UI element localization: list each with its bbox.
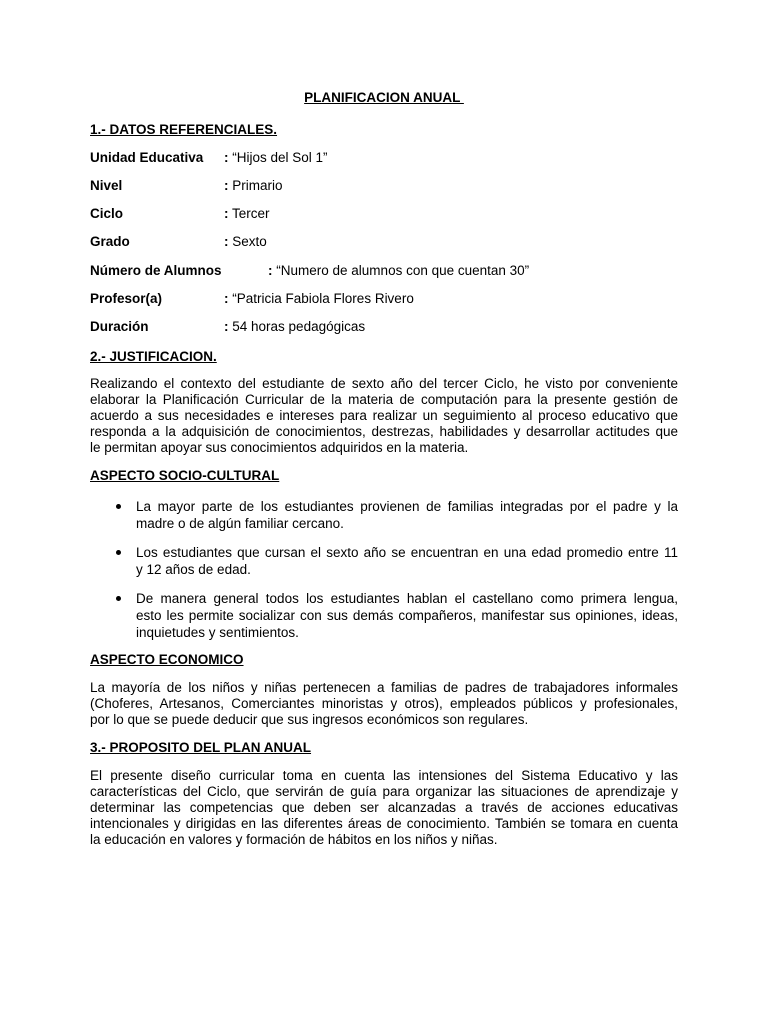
datos-value: “Patricia Fabiola Flores Rivero [232, 291, 414, 306]
datos-label: Ciclo [90, 206, 124, 221]
paragraph-line: la educación en valores y formación de hábitos en los niños y niñas. [90, 832, 498, 847]
paragraph-line: (Choferes, Artesanos, Comerciantes minoristas y otros), empleados públicos y profesionales, [90, 696, 678, 711]
document-title: PLANIFICACION ANUAL [304, 90, 464, 105]
datos-value-group [224, 150, 328, 166]
datos-separator: : [224, 206, 229, 221]
paragraph-line: elaborar la Planificación Curricular de la materia de computación para la presente gestión de [90, 392, 678, 407]
datos-row-numero-de-alumnos [90, 263, 678, 279]
list-item-line: inquietudes y sentimientos. [136, 625, 299, 640]
datos-label: Profesor(a) [90, 291, 163, 306]
datos-value-group [224, 319, 365, 335]
datos-value: “Hijos del Sol 1” [232, 150, 328, 165]
paragraph-line: por lo que se puede deducir que sus ingresos económicos son regulares. [90, 712, 529, 727]
datos-value: Primario [232, 178, 283, 193]
datos-value-group [268, 263, 529, 279]
datos-row-unidad-educativa [90, 150, 678, 166]
list-item-line: esto les permite socializar con sus demás compañeros, manifestar sus opiniones, ideas, [136, 608, 678, 623]
datos-value: “Numero de alumnos con que cuentan 30” [276, 263, 530, 278]
datos-separator: : [224, 234, 229, 249]
economico-paragraph [90, 680, 678, 728]
section-heading-justificacion: 2.- JUSTIFICACION. [90, 349, 217, 364]
paragraph-line: El presente diseño curricular toma en cuenta las intensiones del Sistema Educativo y las [90, 768, 678, 783]
datos-label: Nivel [90, 178, 123, 193]
list-item-line: madre o de algún familiar cercano. [136, 516, 344, 531]
bullet-icon [116, 550, 121, 555]
list-item-line: De manera general todos los estudiantes hablan el castellano como primera lengua, [136, 591, 678, 606]
datos-row-nivel [90, 178, 678, 194]
paragraph-line: La mayoría de los niños y niñas pertenecen a familias de padres de trabajadores informales [90, 680, 678, 695]
bullet-icon [116, 504, 121, 509]
datos-separator: : [224, 150, 229, 165]
datos-label: Duración [90, 319, 149, 334]
datos-value-group [224, 234, 267, 250]
datos-row-duracion [90, 319, 678, 335]
paragraph-line: Realizando el contexto del estudiante de sexto año del tercer Ciclo, he visto por conveniente [90, 376, 678, 391]
section-heading-proposito: 3.- PROPOSITO DEL PLAN ANUAL [90, 740, 312, 755]
paragraph-line: acuerdo a sus necesidades e intereses para realizar un seguimiento al proceso educativo que [90, 408, 678, 423]
paragraph-line: responda a la adquisición de conocimientos, destrezas, habilidades y desarrollar actitudes que [90, 424, 678, 439]
list-item-line: Los estudiantes que cursan el sexto año se encuentran en una edad promedio entre 11 [136, 545, 678, 560]
datos-separator: : [224, 291, 229, 306]
datos-row-ciclo [90, 206, 678, 222]
section-heading-datos-referenciales: 1.- DATOS REFERENCIALES. [90, 122, 278, 137]
proposito-paragraph [90, 768, 678, 848]
bullet-icon [116, 596, 121, 601]
datos-label: Grado [90, 234, 130, 249]
paragraph-line: le permitan apoyar sus conocimientos adquiridos en la materia. [90, 440, 469, 455]
datos-row-profesor [90, 291, 678, 307]
paragraph-line: intencionales y dirigidas en las diferentes áreas de conocimiento. También se tomara en cuenta [90, 816, 678, 831]
list-item-text [136, 498, 678, 532]
list-item-text [136, 544, 678, 578]
datos-value: Sexto [232, 234, 267, 249]
datos-separator: : [224, 319, 229, 334]
justificacion-paragraph [90, 376, 678, 456]
list-item-line: La mayor parte de los estudiantes provienen de familias integradas por el padre y la [136, 499, 678, 514]
paragraph-line: determinar las competencias que deben ser alcanzadas a través de acciones educativas [90, 800, 678, 815]
datos-separator: : [268, 263, 273, 278]
list-item-line: y 12 años de edad. [136, 562, 251, 577]
datos-row-grado [90, 234, 678, 250]
datos-value: Tercer [232, 206, 270, 221]
datos-label: Unidad Educativa [90, 150, 204, 165]
datos-value-group [224, 291, 414, 307]
datos-value-group [224, 206, 270, 222]
paragraph-line: características del Ciclo, que servirán de guía para organizar las situaciones de aprendizaje y [90, 784, 678, 799]
datos-value-group [224, 178, 283, 194]
datos-label: Número de Alumnos [90, 263, 222, 278]
list-item-text [136, 590, 678, 641]
datos-value: 54 horas pedagógicas [232, 319, 366, 334]
section-heading-socio-cultural: ASPECTO SOCIO-CULTURAL [90, 468, 280, 483]
section-heading-economico: ASPECTO ECONOMICO [90, 652, 244, 667]
datos-separator: : [224, 178, 229, 193]
